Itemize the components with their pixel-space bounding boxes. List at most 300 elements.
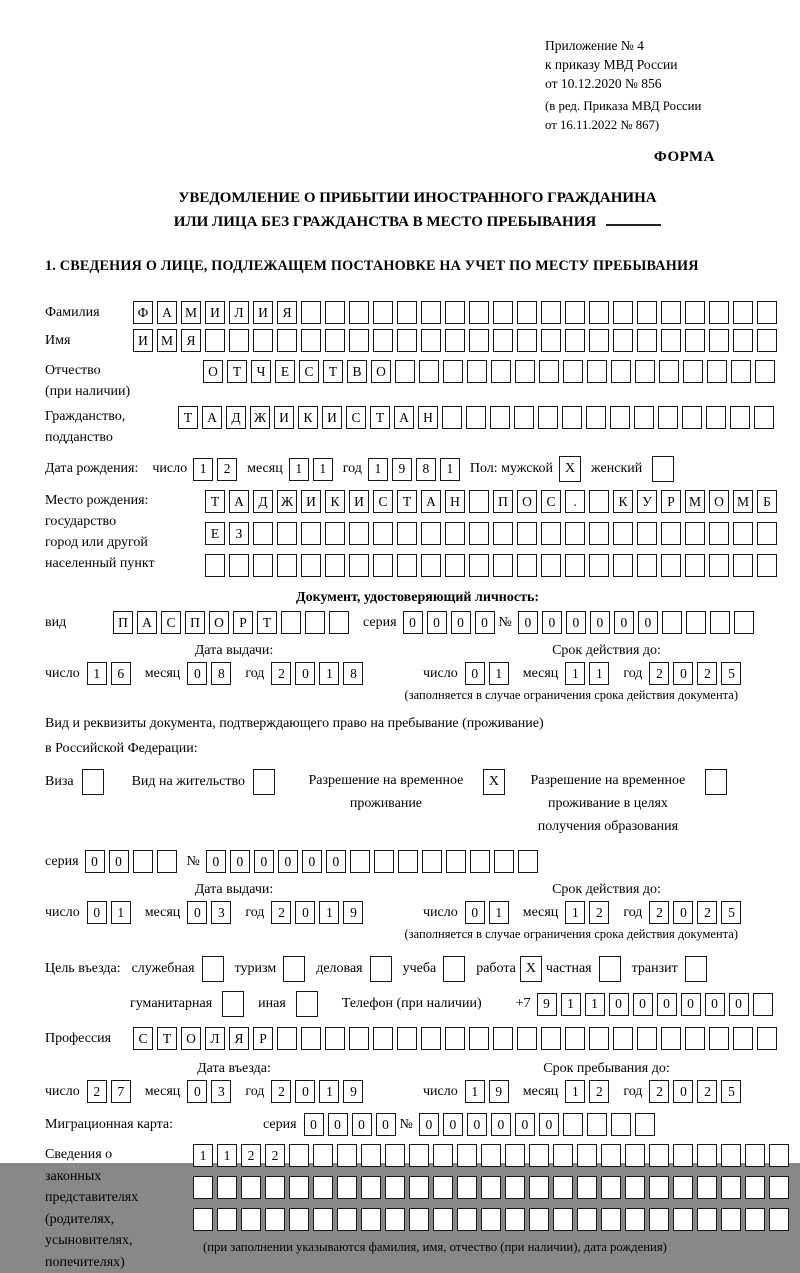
char-box[interactable]: Я	[229, 1027, 249, 1050]
char-box[interactable]	[329, 611, 349, 634]
char-box[interactable]: 1	[111, 901, 131, 924]
temp-residence-checkbox[interactable]: X	[483, 769, 505, 795]
char-box[interactable]: 0	[295, 662, 315, 685]
char-box[interactable]: 9	[343, 901, 363, 924]
char-box[interactable]: Л	[229, 301, 249, 324]
char-box[interactable]	[649, 1208, 669, 1231]
char-box[interactable]	[649, 1144, 669, 1167]
char-box[interactable]: М	[685, 490, 705, 513]
char-box[interactable]: Е	[205, 522, 225, 545]
char-box[interactable]: Т	[157, 1027, 177, 1050]
char-box[interactable]: 1	[565, 662, 585, 685]
char-box[interactable]	[350, 850, 370, 873]
purpose-other-checkbox[interactable]	[296, 991, 318, 1017]
char-box[interactable]: 0	[638, 611, 658, 634]
char-box[interactable]	[301, 522, 321, 545]
char-box[interactable]: 5	[721, 901, 741, 924]
char-box[interactable]	[374, 850, 394, 873]
char-box[interactable]	[433, 1144, 453, 1167]
char-box[interactable]: М	[733, 490, 753, 513]
char-box[interactable]: 0	[566, 611, 586, 634]
char-box[interactable]	[562, 406, 582, 429]
char-box[interactable]: М	[181, 301, 201, 324]
char-box[interactable]: Т	[178, 406, 198, 429]
char-box[interactable]	[446, 850, 466, 873]
char-box[interactable]: Т	[370, 406, 390, 429]
char-box[interactable]: 0	[681, 993, 701, 1016]
char-box[interactable]: С	[373, 490, 393, 513]
char-box[interactable]	[277, 554, 297, 577]
char-box[interactable]	[649, 1176, 669, 1199]
char-box[interactable]	[443, 360, 463, 383]
char-box[interactable]: 1	[319, 1080, 339, 1103]
char-box[interactable]: 1	[87, 662, 107, 685]
char-box[interactable]: 0	[187, 662, 207, 685]
char-box[interactable]	[589, 301, 609, 324]
char-box[interactable]: Т	[257, 611, 277, 634]
char-box[interactable]: 0	[403, 611, 423, 634]
char-box[interactable]: 2	[649, 1080, 669, 1103]
char-box[interactable]	[421, 301, 441, 324]
char-box[interactable]	[349, 522, 369, 545]
char-box[interactable]	[673, 1176, 693, 1199]
char-box[interactable]: А	[421, 490, 441, 513]
char-box[interactable]	[457, 1208, 477, 1231]
char-box[interactable]	[757, 301, 777, 324]
char-box[interactable]: 0	[729, 993, 749, 1016]
char-box[interactable]	[757, 554, 777, 577]
char-box[interactable]	[635, 1113, 655, 1136]
char-box[interactable]	[277, 1027, 297, 1050]
char-box[interactable]	[757, 329, 777, 352]
char-box[interactable]: 1	[313, 458, 333, 481]
char-box[interactable]: 0	[590, 611, 610, 634]
char-box[interactable]	[637, 329, 657, 352]
char-box[interactable]	[553, 1144, 573, 1167]
char-box[interactable]	[685, 329, 705, 352]
char-box[interactable]	[421, 554, 441, 577]
char-box[interactable]	[625, 1208, 645, 1231]
char-box[interactable]	[565, 522, 585, 545]
char-box[interactable]	[541, 301, 561, 324]
char-box[interactable]	[481, 1176, 501, 1199]
char-box[interactable]	[673, 1144, 693, 1167]
char-box[interactable]	[753, 993, 773, 1016]
char-box[interactable]: 1	[217, 1144, 237, 1167]
char-box[interactable]	[697, 1208, 717, 1231]
char-box[interactable]	[637, 301, 657, 324]
char-box[interactable]	[445, 301, 465, 324]
char-box[interactable]: 1	[289, 458, 309, 481]
char-box[interactable]: 0	[491, 1113, 511, 1136]
char-box[interactable]: И	[133, 329, 153, 352]
char-box[interactable]	[589, 522, 609, 545]
char-box[interactable]	[686, 611, 706, 634]
char-box[interactable]: У	[637, 490, 657, 513]
char-box[interactable]: Д	[253, 490, 273, 513]
char-box[interactable]	[613, 301, 633, 324]
char-box[interactable]: К	[325, 490, 345, 513]
char-box[interactable]	[553, 1176, 573, 1199]
char-box[interactable]	[490, 406, 510, 429]
char-box[interactable]	[613, 554, 633, 577]
char-box[interactable]	[493, 1027, 513, 1050]
char-box[interactable]	[709, 1027, 729, 1050]
char-box[interactable]	[613, 522, 633, 545]
char-box[interactable]: 0	[206, 850, 226, 873]
char-box[interactable]: 1	[319, 901, 339, 924]
char-box[interactable]	[685, 1027, 705, 1050]
char-box[interactable]: 2	[697, 901, 717, 924]
char-box[interactable]: 0	[451, 611, 471, 634]
char-box[interactable]	[563, 1113, 583, 1136]
char-box[interactable]	[517, 1027, 537, 1050]
char-box[interactable]: Н	[445, 490, 465, 513]
char-box[interactable]	[586, 406, 606, 429]
char-box[interactable]: Р	[233, 611, 253, 634]
char-box[interactable]	[662, 611, 682, 634]
char-box[interactable]	[613, 1027, 633, 1050]
char-box[interactable]: 0	[304, 1113, 324, 1136]
char-box[interactable]	[421, 1027, 441, 1050]
char-box[interactable]: К	[613, 490, 633, 513]
char-box[interactable]	[481, 1208, 501, 1231]
char-box[interactable]: В	[347, 360, 367, 383]
char-box[interactable]	[301, 1027, 321, 1050]
char-box[interactable]: 2	[589, 1080, 609, 1103]
char-box[interactable]: 0	[657, 993, 677, 1016]
char-box[interactable]	[409, 1144, 429, 1167]
char-box[interactable]	[682, 406, 702, 429]
char-box[interactable]	[518, 850, 538, 873]
char-box[interactable]	[515, 360, 535, 383]
char-box[interactable]	[755, 360, 775, 383]
char-box[interactable]: 2	[241, 1144, 261, 1167]
char-box[interactable]: И	[205, 301, 225, 324]
char-box[interactable]	[601, 1176, 621, 1199]
char-box[interactable]: 0	[419, 1113, 439, 1136]
char-box[interactable]	[157, 850, 177, 873]
char-box[interactable]	[289, 1144, 309, 1167]
char-box[interactable]	[517, 329, 537, 352]
char-box[interactable]: А	[137, 611, 157, 634]
sex-female-checkbox[interactable]	[652, 456, 674, 482]
char-box[interactable]: 2	[589, 901, 609, 924]
char-box[interactable]: О	[517, 490, 537, 513]
char-box[interactable]: 2	[271, 662, 291, 685]
char-box[interactable]	[658, 406, 678, 429]
char-box[interactable]: Я	[277, 301, 297, 324]
char-box[interactable]	[721, 1176, 741, 1199]
char-box[interactable]: И	[322, 406, 342, 429]
char-box[interactable]	[133, 850, 153, 873]
char-box[interactable]	[313, 1176, 333, 1199]
char-box[interactable]	[397, 522, 417, 545]
char-box[interactable]: 0	[467, 1113, 487, 1136]
char-box[interactable]: 1	[561, 993, 581, 1016]
char-box[interactable]	[734, 611, 754, 634]
char-box[interactable]: 5	[721, 662, 741, 685]
char-box[interactable]: М	[157, 329, 177, 352]
char-box[interactable]	[337, 1208, 357, 1231]
char-box[interactable]: 1	[565, 1080, 585, 1103]
char-box[interactable]	[419, 360, 439, 383]
char-box[interactable]: 0	[376, 1113, 396, 1136]
char-box[interactable]: Д	[226, 406, 246, 429]
char-box[interactable]	[577, 1144, 597, 1167]
char-box[interactable]	[457, 1144, 477, 1167]
char-box[interactable]: 1	[589, 662, 609, 685]
char-box[interactable]	[577, 1208, 597, 1231]
char-box[interactable]: 0	[633, 993, 653, 1016]
char-box[interactable]: 0	[518, 611, 538, 634]
char-box[interactable]	[397, 554, 417, 577]
char-box[interactable]: 0	[326, 850, 346, 873]
char-box[interactable]	[541, 329, 561, 352]
char-box[interactable]	[637, 554, 657, 577]
char-box[interactable]: А	[202, 406, 222, 429]
char-box[interactable]	[539, 360, 559, 383]
char-box[interactable]: 2	[217, 458, 237, 481]
char-box[interactable]: 6	[111, 662, 131, 685]
char-box[interactable]	[683, 360, 703, 383]
char-box[interactable]: С	[541, 490, 561, 513]
char-box[interactable]	[469, 554, 489, 577]
char-box[interactable]	[721, 1208, 741, 1231]
char-box[interactable]: 1	[489, 662, 509, 685]
char-box[interactable]	[493, 329, 513, 352]
char-box[interactable]	[635, 360, 655, 383]
char-box[interactable]: 1	[440, 458, 460, 481]
char-box[interactable]: 0	[352, 1113, 372, 1136]
char-box[interactable]	[349, 301, 369, 324]
char-box[interactable]: 2	[87, 1080, 107, 1103]
char-box[interactable]	[373, 522, 393, 545]
char-box[interactable]	[422, 850, 442, 873]
char-box[interactable]	[349, 329, 369, 352]
char-box[interactable]	[565, 329, 585, 352]
char-box[interactable]: 9	[489, 1080, 509, 1103]
char-box[interactable]: Ж	[277, 490, 297, 513]
char-box[interactable]: 2	[271, 901, 291, 924]
char-box[interactable]	[733, 554, 753, 577]
char-box[interactable]	[289, 1208, 309, 1231]
char-box[interactable]	[709, 301, 729, 324]
char-box[interactable]	[611, 360, 631, 383]
char-box[interactable]: 0	[515, 1113, 535, 1136]
char-box[interactable]: О	[371, 360, 391, 383]
char-box[interactable]: 0	[475, 611, 495, 634]
char-box[interactable]	[661, 522, 681, 545]
char-box[interactable]	[469, 522, 489, 545]
char-box[interactable]	[754, 406, 774, 429]
char-box[interactable]	[709, 522, 729, 545]
char-box[interactable]: 1	[465, 1080, 485, 1103]
char-box[interactable]: 0	[705, 993, 725, 1016]
char-box[interactable]: Ч	[251, 360, 271, 383]
char-box[interactable]: 0	[542, 611, 562, 634]
char-box[interactable]	[661, 554, 681, 577]
char-box[interactable]	[517, 522, 537, 545]
char-box[interactable]	[349, 554, 369, 577]
char-box[interactable]: И	[349, 490, 369, 513]
char-box[interactable]	[325, 522, 345, 545]
char-box[interactable]	[325, 329, 345, 352]
char-box[interactable]	[541, 554, 561, 577]
char-box[interactable]	[611, 1113, 631, 1136]
char-box[interactable]	[697, 1144, 717, 1167]
char-box[interactable]	[610, 406, 630, 429]
char-box[interactable]: 3	[211, 901, 231, 924]
char-box[interactable]	[541, 1027, 561, 1050]
char-box[interactable]	[398, 850, 418, 873]
char-box[interactable]	[397, 1027, 417, 1050]
char-box[interactable]	[685, 554, 705, 577]
char-box[interactable]	[637, 522, 657, 545]
char-box[interactable]	[241, 1208, 261, 1231]
char-box[interactable]	[265, 1176, 285, 1199]
char-box[interactable]: 8	[343, 662, 363, 685]
char-box[interactable]	[469, 301, 489, 324]
char-box[interactable]: Б	[757, 490, 777, 513]
char-box[interactable]	[517, 301, 537, 324]
char-box[interactable]	[325, 301, 345, 324]
char-box[interactable]	[229, 554, 249, 577]
char-box[interactable]	[445, 522, 465, 545]
char-box[interactable]: 0	[85, 850, 105, 873]
char-box[interactable]	[625, 1176, 645, 1199]
char-box[interactable]	[589, 490, 609, 513]
char-box[interactable]	[709, 329, 729, 352]
char-box[interactable]: П	[493, 490, 513, 513]
char-box[interactable]	[325, 1027, 345, 1050]
char-box[interactable]: П	[113, 611, 133, 634]
char-box[interactable]	[625, 1144, 645, 1167]
char-box[interactable]	[757, 1027, 777, 1050]
char-box[interactable]	[529, 1176, 549, 1199]
char-box[interactable]	[253, 522, 273, 545]
temp-residence-edu-checkbox[interactable]	[705, 769, 727, 795]
char-box[interactable]: 0	[673, 901, 693, 924]
char-box[interactable]: 1	[565, 901, 585, 924]
char-box[interactable]: Т	[205, 490, 225, 513]
char-box[interactable]	[373, 554, 393, 577]
char-box[interactable]	[730, 406, 750, 429]
char-box[interactable]	[193, 1208, 213, 1231]
char-box[interactable]: 9	[343, 1080, 363, 1103]
char-box[interactable]	[706, 406, 726, 429]
char-box[interactable]	[493, 301, 513, 324]
char-box[interactable]: 2	[697, 662, 717, 685]
char-box[interactable]: 2	[265, 1144, 285, 1167]
char-box[interactable]	[421, 522, 441, 545]
char-box[interactable]	[470, 850, 490, 873]
char-box[interactable]	[253, 329, 273, 352]
char-box[interactable]: 1	[193, 458, 213, 481]
char-box[interactable]	[349, 1027, 369, 1050]
char-box[interactable]	[697, 1176, 717, 1199]
char-box[interactable]	[745, 1176, 765, 1199]
char-box[interactable]	[733, 1027, 753, 1050]
char-box[interactable]	[467, 360, 487, 383]
char-box[interactable]: 0	[673, 662, 693, 685]
char-box[interactable]: 5	[721, 1080, 741, 1103]
char-box[interactable]	[205, 554, 225, 577]
char-box[interactable]: Т	[227, 360, 247, 383]
char-box[interactable]	[385, 1176, 405, 1199]
purpose-study-checkbox[interactable]	[443, 956, 465, 982]
char-box[interactable]: И	[253, 301, 273, 324]
char-box[interactable]: Т	[397, 490, 417, 513]
char-box[interactable]	[373, 301, 393, 324]
char-box[interactable]	[457, 1176, 477, 1199]
char-box[interactable]: 0	[609, 993, 629, 1016]
char-box[interactable]	[589, 329, 609, 352]
char-box[interactable]: 0	[539, 1113, 559, 1136]
char-box[interactable]	[661, 1027, 681, 1050]
char-box[interactable]	[193, 1176, 213, 1199]
char-box[interactable]	[517, 554, 537, 577]
char-box[interactable]	[565, 1027, 585, 1050]
char-box[interactable]: П	[185, 611, 205, 634]
char-box[interactable]	[769, 1144, 789, 1167]
char-box[interactable]	[373, 329, 393, 352]
place-number-blank[interactable]	[606, 210, 661, 226]
char-box[interactable]: Т	[323, 360, 343, 383]
char-box[interactable]	[769, 1208, 789, 1231]
char-box[interactable]	[587, 360, 607, 383]
char-box[interactable]: 0	[109, 850, 129, 873]
char-box[interactable]	[397, 301, 417, 324]
char-box[interactable]	[493, 554, 513, 577]
char-box[interactable]	[613, 329, 633, 352]
char-box[interactable]: С	[299, 360, 319, 383]
char-box[interactable]: 1	[319, 662, 339, 685]
char-box[interactable]	[313, 1208, 333, 1231]
char-box[interactable]	[745, 1208, 765, 1231]
purpose-private-checkbox[interactable]	[599, 956, 621, 982]
char-box[interactable]: А	[157, 301, 177, 324]
char-box[interactable]	[481, 1144, 501, 1167]
char-box[interactable]: И	[274, 406, 294, 429]
purpose-humanitarian-checkbox[interactable]	[222, 991, 244, 1017]
char-box[interactable]: Ф	[133, 301, 153, 324]
char-box[interactable]: Н	[418, 406, 438, 429]
char-box[interactable]	[301, 554, 321, 577]
char-box[interactable]	[494, 850, 514, 873]
char-box[interactable]: О	[181, 1027, 201, 1050]
char-box[interactable]	[305, 611, 325, 634]
char-box[interactable]	[469, 1027, 489, 1050]
char-box[interactable]	[587, 1113, 607, 1136]
char-box[interactable]	[289, 1176, 309, 1199]
char-box[interactable]	[553, 1208, 573, 1231]
char-box[interactable]	[205, 329, 225, 352]
char-box[interactable]: 0	[278, 850, 298, 873]
char-box[interactable]: О	[709, 490, 729, 513]
char-box[interactable]	[601, 1144, 621, 1167]
char-box[interactable]	[466, 406, 486, 429]
char-box[interactable]	[637, 1027, 657, 1050]
char-box[interactable]: 1	[489, 901, 509, 924]
char-box[interactable]	[685, 522, 705, 545]
char-box[interactable]: 0	[465, 901, 485, 924]
char-box[interactable]: 0	[295, 1080, 315, 1103]
char-box[interactable]	[514, 406, 534, 429]
char-box[interactable]	[661, 301, 681, 324]
char-box[interactable]: 0	[254, 850, 274, 873]
purpose-tourism-checkbox[interactable]	[283, 956, 305, 982]
